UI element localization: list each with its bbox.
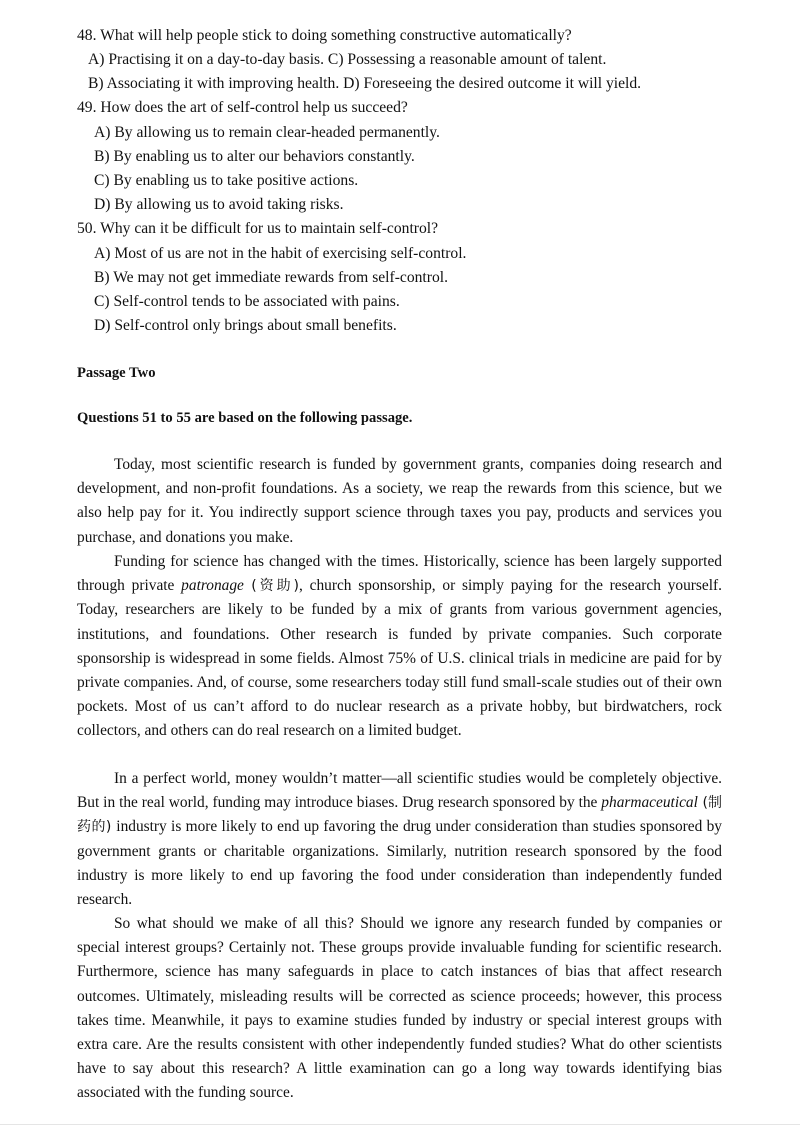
question-49-option-a: A) By allowing us to remain clear-headed permanently. <box>94 124 440 141</box>
question-49-option-c: C) By enabling us to take positive actions. <box>94 172 359 189</box>
question-50-option-d: D) Self-control only brings about small benefits. <box>94 317 397 334</box>
paragraph-3-text-b: industry is more likely to end up favoring the drug under consideration than studies sponsored by government grants or charitable organizations. Similarly, nutrition research sponsored by the food industry is more likely to end up favoring the food under consideration than independently funded research. <box>77 818 722 909</box>
question-49-stem: 49. How does the art of self-control help us succeed? <box>77 99 408 116</box>
term-patronage: patronage <box>181 577 244 595</box>
term-pharmaceutical: pharmaceutical <box>601 794 698 812</box>
paragraph-2-text-b: , church sponsorship, or simply paying for the research yourself. Today, researchers are likely to be funded by a mix of grants from various government agencies, institutions, and foundations. Other research is funded by private companies. Such corporate sponsorship is widespread in some fields. Almost 75% of U.S. clinical trials in medicine are paid for by private companies. And, of course, some researchers today still fund small-scale studies out of their own pockets. Most of us can’t afford to do nuclear research as a private hobby, but birdwatchers, rock collectors, and others can do real research on a limited budget. <box>77 577 723 740</box>
question-48-options-row-2: B) Associating it with improving health. D) Foreseeing the desired outcome it will yield. <box>88 75 642 92</box>
gloss-patronage: (资助) <box>243 578 299 595</box>
passage-paragraph-4: So what should we make of all this? Should we ignore any research funded by companies or special interest groups? Certainly not. These groups provide invaluable funding for scientific research. Furthermore, science has many safeguards in place to catch instances of bias that affect research outcomes. Ultimately, misleading results will be corrected as science proceeds; however, this process takes time. Meanwhile, it pays to examine studies funded by industry or special interest groups with extra care. Are the results consistent with other independently funded studies? What do other scientists have to say about this research? A little examination can go a long way towards identifying bias associated with the funding source. <box>77 915 722 1102</box>
passage-title: Passage Two <box>77 365 156 381</box>
question-49-option-b: B) By enabling us to alter our behaviors constantly. <box>94 148 415 165</box>
paragraph-3-text-a: In a perfect world, money wouldn’t matter—all scientific studies would be completely objective. But in the real world, funding may introduce biases. Drug research sponsored by the <box>77 770 722 812</box>
passage-intro: Questions 51 to 55 are based on the following passage. <box>77 410 413 426</box>
passage-paragraph-1: Today, most scientific research is funded by government grants, companies doing research and development, and non-profit foundations. As a society, we reap the rewards from this science, but we also help pay for it. You indirectly support science through taxes you pay, products and services you purchase, and donations you make. <box>77 456 722 546</box>
gloss-pharmaceutical: (制药的) <box>77 795 722 836</box>
question-50-option-a: A) Most of us are not in the habit of exercising self-control. <box>94 245 467 262</box>
question-49-option-d: D) By allowing us to avoid taking risks. <box>94 196 344 213</box>
question-50-stem: 50. Why can it be difficult for us to maintain self-control? <box>77 220 439 237</box>
passage-paragraph-3 <box>77 767 722 912</box>
question-48-stem: 48. What will help people stick to doing something constructive automatically? <box>77 27 572 44</box>
question-50-option-b: B) We may not get immediate rewards from self-control. <box>94 269 448 286</box>
question-48-options-row-1: A) Practising it on a day-to-day basis. C) Possessing a reasonable amount of talent. <box>88 51 607 68</box>
question-50-option-c: C) Self-control tends to be associated with pains. <box>94 293 400 310</box>
passage-paragraph-2 <box>77 550 722 744</box>
page-bottom-divider <box>0 1124 800 1125</box>
paragraph-2-text-a: Funding for science has changed with the times. Historically, science has been largely supported through private <box>77 553 722 595</box>
